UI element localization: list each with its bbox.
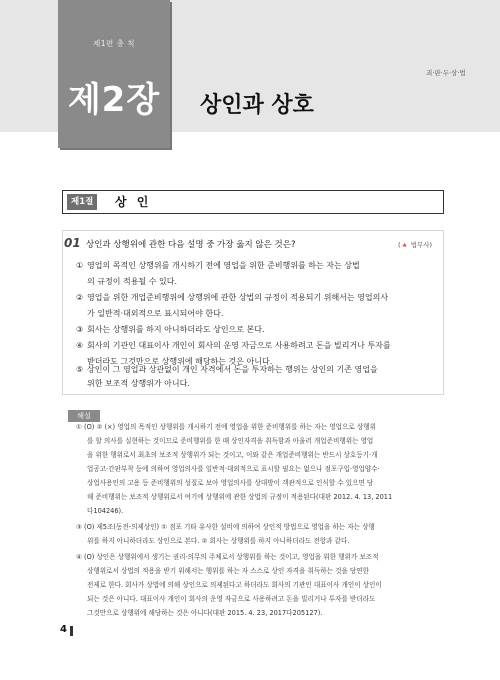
option-1-continued: 의 규정이 적용될 수 있다.: [87, 277, 177, 286]
option-mark: ④: [76, 341, 84, 350]
option-1[interactable]: [76, 258, 436, 274]
chapter-number: 제2장: [67, 80, 161, 120]
answer-tag: 해설: [68, 410, 100, 422]
chapter-title: 상인과 상호: [200, 93, 314, 118]
explanation-line: 상행위로서 상법의 적용을 받기 위해서는 행위를 하는 자 스스로 상인 자격을 취득하는 것을 당연한: [87, 567, 370, 575]
page-number-bar: [70, 626, 73, 636]
question-number: 01: [64, 236, 81, 250]
option-mark: ⑤: [76, 365, 84, 374]
option-3[interactable]: [76, 322, 436, 338]
part-label: 제1편 총 칙: [92, 39, 136, 48]
option-text: 영업의 목적인 상행위를 개시하기 전에 영업을 위한 준비행위를 하는 자는 상법: [87, 261, 360, 270]
explanation-line: 다104246).: [87, 507, 124, 515]
section-header: [62, 190, 444, 214]
explanation-line: 를 할 의사를 실현하는 것이므로 준비행위를 한 때 상인자격을 취득함과 아울러 개업준비행위는 영업: [87, 437, 374, 445]
option-mark: ②: [76, 293, 84, 302]
option-text: 영업을 위한 개업준비행위에 상행위에 관한 상법의 규정이 적용되기 위해서는 영업의사: [87, 293, 389, 302]
option-4-continued: 받더라도 그것만으로 상행위에 해당하는 것은 아니다.: [87, 357, 273, 366]
explanation-line: 을 위한 행위로서 최초의 보조적 상행위가 되는 것이고, 이와 같은 개업준비행위는 반드시 상호등기·개: [87, 451, 378, 459]
explanation-line: 해 준비행위는 보조적 상행위로서 여기에 상행위에 관한 상법의 규정이 적용된다(대판 2012. 4. 13, 2011: [87, 493, 393, 501]
option-4[interactable]: [76, 338, 436, 354]
option-2[interactable]: [76, 290, 436, 306]
explanation-line: 위를 하지 아니하더라도 상인으로 본다. ② 회사는 상행위를 하지 아니하더라도 전항과 같다.: [87, 537, 350, 545]
explanation-line: ① (O) ② (×) 영업의 목적인 상행위를 개시하기 전에 영업을 위한 준비행위를 하는 자는 영업으로 상행위: [76, 423, 376, 431]
explanation-line: 업공고·간판부착 등에 의하여 영업의사를 일반적·대외적으로 표시할 필요는 없으나 점포구입·영업양수·: [87, 465, 380, 473]
option-mark: ③: [76, 325, 84, 334]
option-text: 상인이 그 영업과 상관없이 개인 자격에서 돈을 투자하는 행위는 상인의 기존 영업을: [87, 365, 378, 374]
explanation-line: 그것만으로 상행위에 해당하는 것은 아니다(대판 2015. 4. 23, 2017다205127).: [87, 609, 323, 617]
page-number: 4: [60, 624, 67, 635]
option-text: 회사는 상행위를 하지 아니하더라도 상인으로 본다.: [87, 325, 265, 334]
section-title: 상 인: [115, 195, 152, 209]
header-tags: 괴·판·두·상·법: [426, 69, 466, 77]
option-text: 회사의 기관인 대표이사 개인이 회사의 운영 자금으로 사용하려고 돈을 빌리거나 투자를: [87, 341, 391, 350]
question-source-tag: (🔺 법무사): [398, 241, 433, 249]
explanation-line: 상업사용인의 고용 등 준비행위의 성질로 보아 영업의사를 상대방이 객관적으로 인식할 수 있으면 당: [87, 479, 374, 487]
explanation-line: 되는 것은 아니다. 대표이사 개인이 회사의 운영 자금으로 사용하려고 돈을 빌리거나 투자를 받더라도: [87, 595, 376, 603]
section-label: 제1절: [67, 194, 97, 210]
question-text: 상인과 상행위에 관한 다음 설명 중 가장 옳지 않은 것은?: [86, 240, 296, 250]
option-mark: ①: [76, 261, 84, 270]
explanation-line: ③ (O) 제5조(동전-의제상인) ① 점포 기타 유사한 설비에 의하여 상인적 방법으로 영업을 하는 자는 상행: [76, 523, 375, 531]
chapter-block: [58, 0, 170, 148]
explanation-line: ④ (O) 상인은 상행위에서 생기는 권리·의무의 주체로서 상행위를 하는 것이고, 영업을 위한 행위가 보조적: [76, 553, 379, 561]
explanation-line: 전제로 한다. 회사가 상법에 의해 상인으로 의제된다고 하더라도 회사의 기관인 대표이사 개인이 상인이: [87, 581, 382, 589]
option-5-continued: 위한 보조적 상행위가 아니다.: [87, 379, 190, 388]
option-2-continued: 가 일반적·대외적으로 표시되어야 한다.: [87, 309, 224, 318]
